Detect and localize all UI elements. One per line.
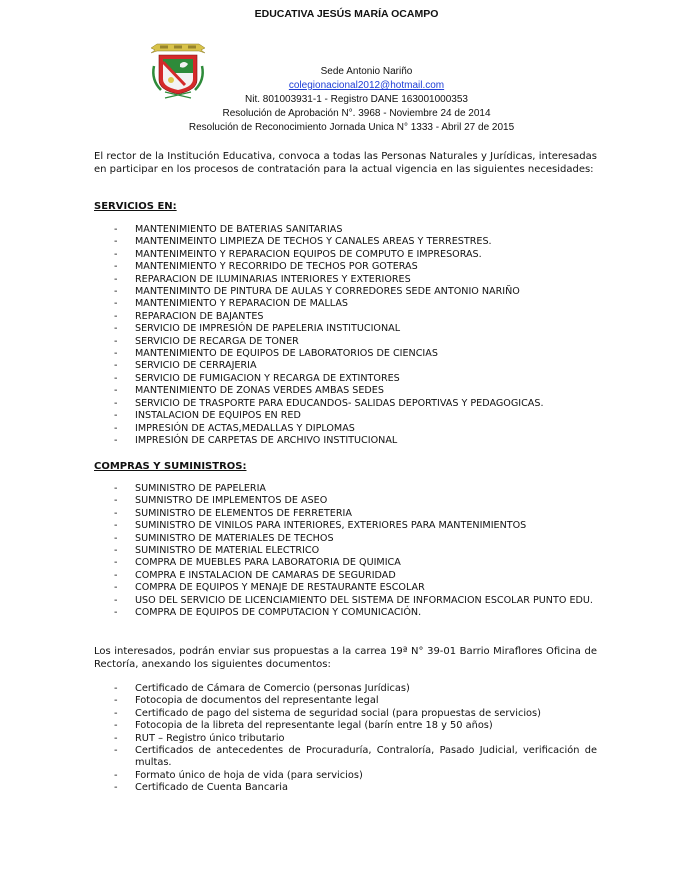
bullet-dash: - xyxy=(114,769,118,781)
bullet-dash: - xyxy=(114,545,118,557)
email-link[interactable]: colegionacional2012@hotmail.com xyxy=(288,80,445,91)
list-item: - COMPRA DE MUEBLES PARA LABORATORIA DE QUIMICA xyxy=(114,557,401,569)
list-item: - SERVICIO DE CERRAJERIA xyxy=(114,360,257,372)
list-item: - SUMINISTRO DE MATERIALES DE TECHOS xyxy=(114,532,334,544)
bullet-dash: - xyxy=(114,397,118,409)
compras-heading: COMPRAS Y SUMINISTROS: xyxy=(94,461,247,472)
bullet-dash: - xyxy=(114,224,118,235)
list-item: - MANTENIMIENTO DE EQUIPOS DE LABORATORIOS DE CIENCIAS xyxy=(114,348,438,360)
bullet-dash: - xyxy=(114,507,118,519)
list-item: - IMPRESIÓN DE ACTAS,MEDALLAS Y DIPLOMAS xyxy=(114,422,355,434)
documentos-list xyxy=(114,683,597,795)
bullet-dash: - xyxy=(114,607,118,619)
bullet-dash: - xyxy=(114,569,118,581)
bullet-dash: - xyxy=(114,695,118,707)
bullet-dash: - xyxy=(114,286,118,298)
list-item: - Certificado de pago del sistema de seguridad social (para propuestas de servicios) xyxy=(114,707,541,719)
bullet-dash: - xyxy=(114,683,118,694)
sede-name: Sede Antonio Nariño xyxy=(320,66,413,77)
institution-name: EDUCATIVA JESÚS MARÍA OCAMPO xyxy=(254,8,439,20)
list-item: - MANTENIMIENTO Y REPARACION DE MALLAS xyxy=(114,298,349,310)
bullet-dash: - xyxy=(114,298,118,310)
list-item: - COMPRA E INSTALACION DE CAMARAS DE SEGURIDAD xyxy=(114,569,396,581)
bullet-dash: - xyxy=(114,248,118,260)
resolucion-aprobacion: Resolución de Aprobación N°. 3968 - Noviembre 24 de 2014 xyxy=(222,108,491,119)
list-item: - INSTALACION DE EQUIPOS EN RED xyxy=(114,410,301,422)
list-item: - MANTENIMEINTO Y REPARACION EQUIPOS DE COMPUTO E IMPRESORAS. xyxy=(114,248,482,260)
bullet-dash: - xyxy=(114,732,118,744)
resolucion-reconocimiento: Resolución de Reconocimiento Jornada Unica N° 1333 - Abril 27 de 2015 xyxy=(188,122,515,133)
bullet-dash: - xyxy=(114,707,118,719)
list-item: - SUMINISTRO DE PAPELERIA xyxy=(114,483,266,494)
list-item: - SERVICIO DE FUMIGACION Y RECARGA DE EXTINTORES xyxy=(114,372,400,384)
list-item: - RUT – Registro único tributario xyxy=(114,732,285,744)
bullet-dash: - xyxy=(114,236,118,248)
bullet-dash: - xyxy=(114,372,118,384)
bullet-dash: - xyxy=(114,410,118,422)
bullet-dash: - xyxy=(114,310,118,322)
list-item: - Fotocopia de documentos del representante legal xyxy=(114,695,379,707)
list-item: - Certificado de Cuenta Bancaria xyxy=(114,782,289,794)
bullet-dash: - xyxy=(114,495,118,507)
list-item: - SERVICIO DE RECARGA DE TONER xyxy=(114,335,299,347)
list-item: - MANTENIMIENTO DE ZONAS VERDES AMBAS SEDES xyxy=(114,385,384,397)
list-item: - MANTENIMEINTO LIMPIEZA DE TECHOS Y CANALES AREAS Y TERRESTRES. xyxy=(114,236,492,248)
bullet-dash: - xyxy=(114,348,118,360)
list-item: - Certificados de antecedentes de Procuraduría, Contraloría, Pasado Judicial, verificación de multas. xyxy=(114,745,597,769)
bullet-dash: - xyxy=(114,483,118,494)
list-item: - Formato único de hoja de vida (para servicios) xyxy=(114,769,363,781)
list-item: - SERVICIO DE IMPRESIÓN DE PAPELERIA INSTITUCIONAL xyxy=(114,323,401,335)
list-item: - REPARACION DE ILUMINARIAS INTERIORES Y EXTERIORES xyxy=(114,273,411,285)
bullet-dash: - xyxy=(114,360,118,372)
bullet-dash: - xyxy=(114,720,118,732)
bullet-dash: - xyxy=(114,782,118,794)
list-item: - SUMINISTRO DE MATERIAL ELECTRICO xyxy=(114,545,320,557)
bullet-dash: - xyxy=(114,385,118,397)
list-item: - SUMINISTRO DE ELEMENTOS DE FERRETERIA xyxy=(114,507,352,519)
servicios-heading: SERVICIOS EN: xyxy=(94,201,177,212)
bullet-dash: - xyxy=(114,745,118,757)
closing-paragraph: Los interesados, podrán enviar sus propuestas a la carrea 19ª N° 39-01 Barrio Miraflores Oficina de Rectoría, anexando los siguientes documentos: xyxy=(94,646,597,670)
list-item: - MANTENIMIENTO Y RECORRIDO DE TECHOS POR GOTERAS xyxy=(114,261,418,273)
list-item: - USO DEL SERVICIO DE LICENCIAMIENTO DEL SISTEMA DE INFORMACION ESCOLAR PUNTO EDU. xyxy=(114,594,593,606)
list-item: - Fotocopia de la libreta del representante legal (barín entre 18 y 50 años) xyxy=(114,720,493,732)
bullet-dash: - xyxy=(114,557,118,569)
bullet-dash: - xyxy=(114,422,118,434)
bullet-dash: - xyxy=(114,594,118,606)
list-item: - MANTENIMIENTO DE BATERIAS SANITARIAS xyxy=(114,224,343,235)
bullet-dash: - xyxy=(114,323,118,335)
list-item: - SUMINISTRO DE VINILOS PARA INTERIORES, EXTERIORES PARA MANTENIMIENTOS xyxy=(114,520,527,532)
bullet-dash: - xyxy=(114,261,118,273)
intro-paragraph: El rector de la Institución Educativa, convoca a todas las Personas Naturales y Jurídicas, interesadas en participar en los procesos de contratación para la actual vigencia en las siguientes necesidades: xyxy=(94,151,597,175)
list-item: - MANTENIMINTO DE PINTURA DE AULAS Y CORREDORES SEDE ANTONIO NARIÑO xyxy=(114,286,520,298)
bullet-dash: - xyxy=(114,434,118,446)
list-item: - SUMNISTRO DE IMPLEMENTOS DE ASEO xyxy=(114,495,328,507)
list-item: - REPARACION DE BAJANTES xyxy=(114,310,264,322)
servicios-list xyxy=(114,224,597,447)
bullet-dash: - xyxy=(114,532,118,544)
list-item: - Certificado de Cámara de Comercio (personas Jurídicas) xyxy=(114,683,410,694)
bullet-dash: - xyxy=(114,520,118,532)
compras-list xyxy=(114,483,597,619)
list-item: - IMPRESIÓN DE CARPETAS DE ARCHIVO INSTITUCIONAL xyxy=(114,434,398,446)
list-item: - COMPRA DE EQUIPOS Y MENAJE DE RESTAURANTE ESCOLAR xyxy=(114,582,425,594)
list-item: - SERVICIO DE TRASPORTE PARA EDUCANDOS- SALIDAS DEPORTIVAS Y PEDAGOGICAS. xyxy=(114,397,544,409)
bullet-dash: - xyxy=(114,273,118,285)
bullet-dash: - xyxy=(114,582,118,594)
bullet-dash: - xyxy=(114,335,118,347)
list-item: - COMPRA DE EQUIPOS DE COMPUTACION Y COMUNICACIÓN. xyxy=(114,607,422,619)
nit-registro: Nit. 801003931-1 - Registro DANE 163001000353 xyxy=(245,94,468,105)
